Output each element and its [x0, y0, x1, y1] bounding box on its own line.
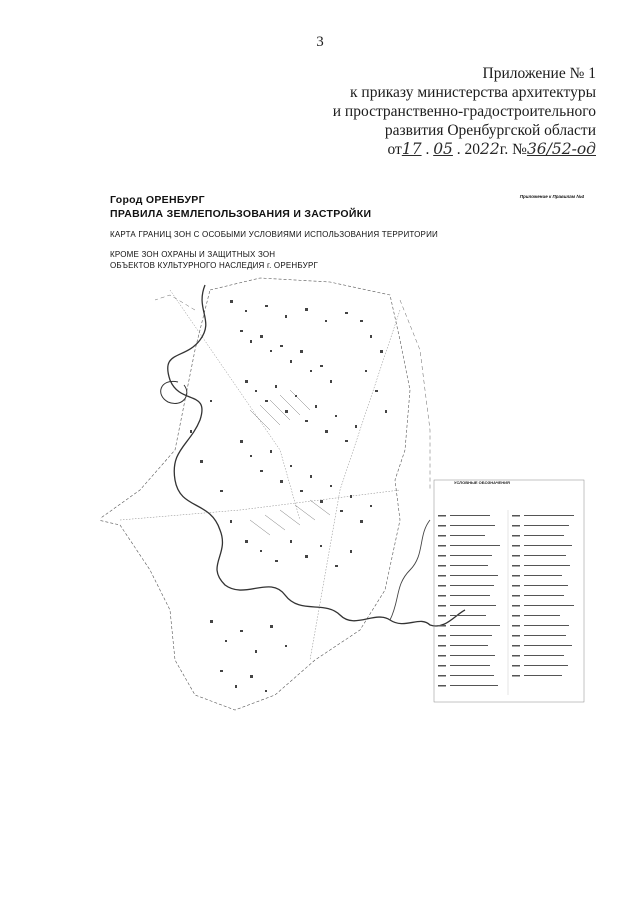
number-prefix: № — [512, 141, 527, 158]
map-subtitle-line-2: ОБЪЕКТОВ КУЛЬТУРНОГО НАСЛЕДИЯ г. ОРЕНБУРГ — [110, 261, 319, 270]
road-3 — [120, 490, 400, 520]
page-number: 3 — [316, 34, 324, 50]
map-rules-title: ПРАВИЛА ЗЕМЛЕПОЛЬЗОВАНИЯ И ЗАСТРОЙКИ — [110, 208, 372, 220]
city-boundary — [100, 278, 410, 710]
urban-fabric — [190, 300, 387, 692]
outer-boundary — [400, 300, 430, 490]
date-prefix: от — [387, 141, 402, 158]
dense-core — [250, 390, 330, 535]
appendix-line-1: Приложение № 1 — [482, 65, 596, 82]
date-sep-1: . — [421, 141, 434, 158]
outer-boundary-top — [155, 295, 195, 310]
date-month: 05 — [433, 140, 453, 158]
legend — [434, 480, 584, 700]
map-subtitle-line-1: КРОМЕ ЗОН ОХРАНЫ И ЗАЩИТНЫХ ЗОН — [110, 250, 276, 259]
appendix-date-line — [333, 140, 596, 159]
legend-title: УСЛОВНЫЕ ОБОЗНАЧЕНИЯ — [454, 480, 510, 485]
appendix-line-4: развития Оренбургской области — [384, 122, 596, 139]
map-title: КАРТА ГРАНИЦ ЗОН С ОСОБЫМИ УСЛОВИЯМИ ИСПОЛЬЗОВАНИЯ ТЕРРИТОРИИ — [110, 230, 438, 239]
river — [168, 285, 465, 626]
date-day: 17 — [401, 140, 422, 158]
map-city-title: Город ОРЕНБУРГ — [110, 194, 205, 206]
appendix-line-2: к приказу министерства архитектуры — [350, 84, 596, 101]
date-sep-2: . — [452, 141, 465, 158]
date-year-suffix: г. — [499, 141, 509, 158]
date-year-prefix: 20 — [464, 141, 481, 158]
river-oxbow — [161, 381, 187, 403]
road-1 — [170, 290, 300, 520]
map-sheet — [100, 190, 590, 720]
tributary — [390, 520, 430, 620]
date-year-hand: 22 — [480, 140, 500, 158]
order-number-hand: 36/52-од — [526, 140, 596, 158]
appendix-line-3: и пространственно-градостроительного — [332, 103, 596, 120]
appendix-block — [333, 64, 596, 159]
sheet-note: Приложение к Правилам №4 — [519, 194, 584, 199]
